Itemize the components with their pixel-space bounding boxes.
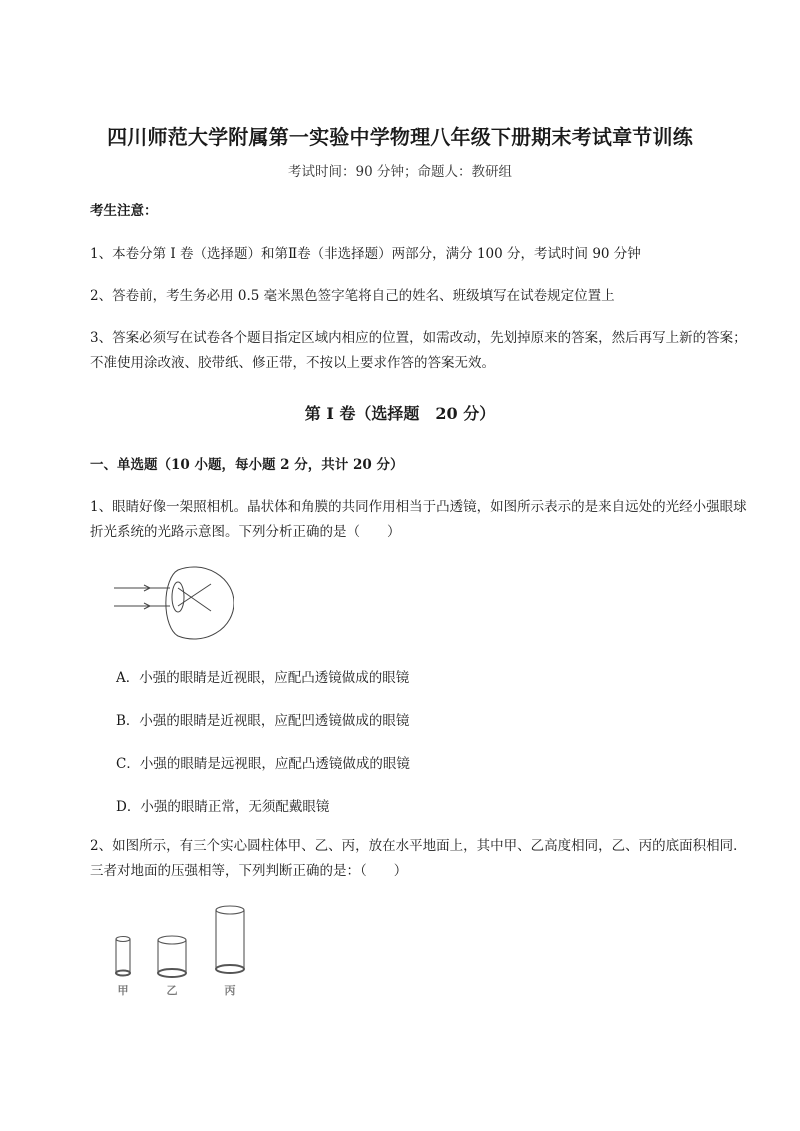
exam-info: 考试时间：90 分钟；命题人：教研组: [288, 164, 512, 180]
q1-option-d: D．小强的眼睛正常，无须配戴眼镜: [116, 799, 330, 815]
notice-item-3: 3、答案必须写在试卷各个题目指定区域内相应的位置，如需改动，先划掉原来的答案，然后再写上新的答案；不准使用涂改液、胶带纸、修正带，不按以上要求作答的答案无效。: [90, 330, 747, 371]
question-1-stem: 1、眼睛好像一架照相机。晶状体和角膜的共同作用相当于凸透镜，如图所示表示的是来自远处的光经小强眼球折光系统的光路示意图。下列分析正确的是（ ）: [90, 499, 747, 540]
cylinder-bing: [216, 906, 244, 973]
refracted-ray-upper: [178, 588, 211, 611]
lens: [172, 582, 184, 612]
cylinders-figure: [108, 900, 258, 1005]
label-yi: 乙: [166, 984, 178, 997]
notice-item-2: 2、答卷前，考生务必用 0.5 毫米黑色签字笔将自己的姓名、班级填写在试卷规定位置上: [90, 288, 615, 304]
section-title: 第 I 卷（选择题 20 分）: [304, 404, 496, 423]
notice-item-1: 1、本卷分第 I 卷（选择题）和第Ⅱ卷（非选择题）两部分，满分 100 分，考试时间 90 分钟: [90, 246, 641, 262]
label-jia: 甲: [117, 984, 129, 997]
page-title: 四川师范大学附属第一实验中学物理八年级下册期末考试章节训练: [107, 125, 693, 149]
q1-option-c: C．小强的眼睛是远视眼，应配凸透镜做成的眼镜: [116, 756, 410, 772]
q1-option-b: B．小强的眼睛是近视眼，应配凹透镜做成的眼镜: [116, 713, 410, 729]
question-2-stem: 2、如图所示，有三个实心圆柱体甲、乙、丙，放在水平地面上，其中甲、乙高度相同，乙、丙的底面积相同．三者对地面的压强相等，下列判断正确的是：（ ）: [90, 838, 747, 879]
eye-diagram: [114, 562, 234, 644]
q1-option-a: A．小强的眼睛是近视眼，应配凸透镜做成的眼镜: [116, 670, 410, 686]
part-heading: 一、单选题（10 小题，每小题 2 分，共计 20 分）: [90, 457, 404, 473]
cylinder-jia: [116, 937, 130, 976]
label-bing: 丙: [224, 984, 236, 997]
notice-heading: 考生注意：: [90, 203, 158, 219]
cylinder-yi: [158, 936, 186, 977]
